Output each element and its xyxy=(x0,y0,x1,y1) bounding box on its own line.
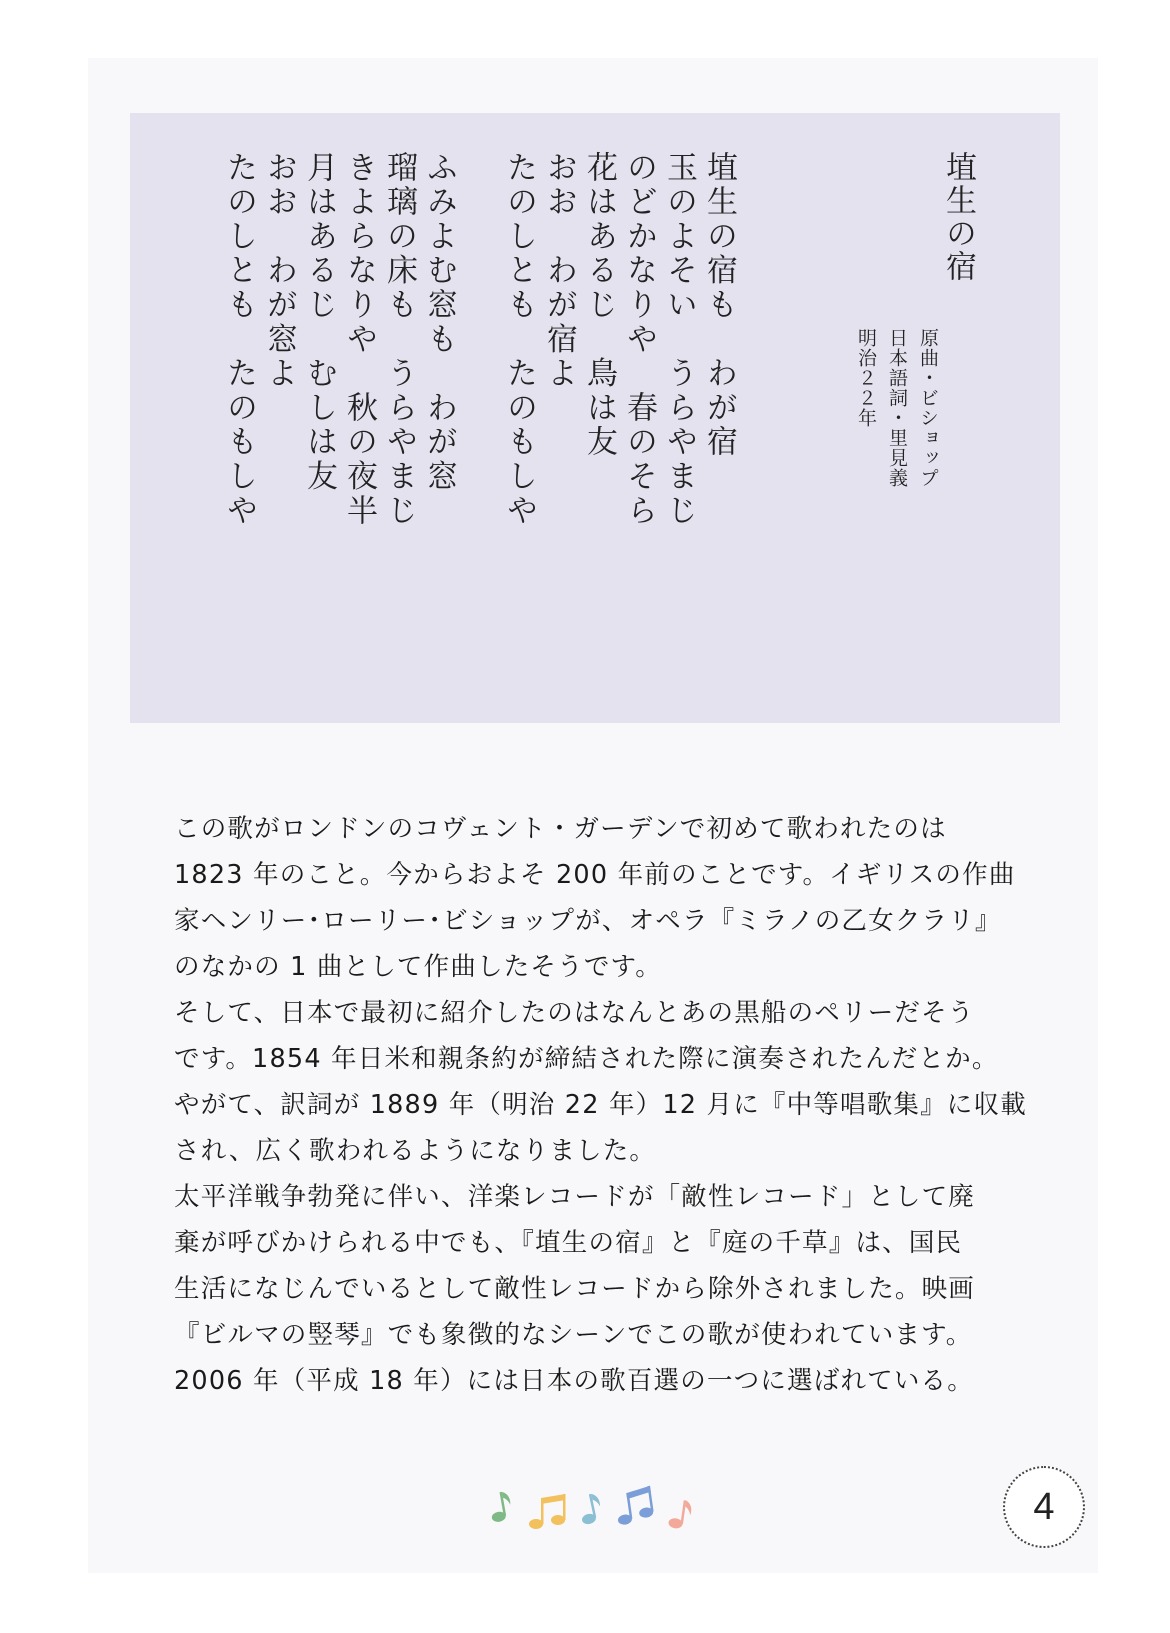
lyric-line: おお わが窓よ xyxy=(261,151,297,392)
page-number: 4 xyxy=(1003,1466,1085,1548)
lyric-line: 花はあるじ 鳥は友 xyxy=(581,151,617,460)
lyric-line: のどかなりや 春のそら xyxy=(621,151,657,529)
beamed-notes-icon xyxy=(614,1486,655,1526)
body-line: 棄が呼びかけられる中でも、『埴生の宿』と『庭の千草』は、国民 xyxy=(174,1228,963,1258)
lyric-line: たのしとも たのもしや xyxy=(221,151,257,529)
body-line: 家ヘンリー･ローリー･ビショップが、オペラ『ミラノの乙女クラリ』 xyxy=(174,906,1002,936)
music-note-icon xyxy=(668,1499,693,1531)
body-line: 生活になじんでいるとして敵性レコードから除外されました。映画 xyxy=(174,1274,976,1304)
lyric-line: ふみよむ窓も わが窓 xyxy=(421,151,457,494)
body-text xyxy=(174,806,1044,1404)
body-line: です。1854 年日米和親条約が締結された際に演奏されたんだとか。 xyxy=(174,1044,999,1074)
page xyxy=(88,58,1098,1573)
body-line: 太平洋戦争勃発に伴い、洋楽レコードが「敵性レコード」として廃 xyxy=(174,1182,976,1212)
lyric-line: たのしとも たのもしや xyxy=(501,151,537,529)
body-line: 2006 年（平成 18 年）には日本の歌百選の一つに選ばれている。 xyxy=(174,1366,974,1396)
body-line: そして、日本で最初に紹介したのはなんとあの黒船のペリーだそう xyxy=(174,998,975,1028)
lyrics-panel xyxy=(130,113,1060,723)
body-line: やがて、訳詞が 1889 年（明治 22 年）12 月に『中等唱歌集』に収載 xyxy=(174,1090,1027,1120)
music-notes-decoration xyxy=(488,1478,708,1538)
lyric-line: 瑠璃の床も うらやまじ xyxy=(381,151,417,529)
credit-composer: 原曲・ビショップ xyxy=(917,328,939,488)
music-note-icon xyxy=(488,1491,513,1523)
beamed-notes-icon xyxy=(529,1494,566,1529)
body-line: 1823 年のこと。今からおよそ 200 年前のことです。イギリスの作曲 xyxy=(174,860,1016,890)
credit-year: 明治２２年 xyxy=(855,328,877,428)
body-line: のなかの 1 曲として作曲したそうです。 xyxy=(174,952,662,982)
lyric-line: おお わが宿よ xyxy=(541,151,577,392)
body-line: 『ビルマの竪琴』でも象徴的なシーンでこの歌が使われています。 xyxy=(174,1320,973,1350)
credit-lyricist: 日本語詞・里見義 xyxy=(886,328,908,488)
lyric-line: 月はあるじ むしは友 xyxy=(301,151,337,494)
song-title: 埴生の宿 xyxy=(940,151,976,283)
lyric-line: 埴生の宿も わが宿 xyxy=(701,151,737,460)
music-note-icon xyxy=(577,1493,603,1526)
lyric-line: きよらなりや 秋の夜半 xyxy=(341,151,377,529)
body-line: され、広く歌われるようになりました。 xyxy=(174,1136,657,1166)
lyric-line: 玉のよそい うらやまじ xyxy=(661,151,697,529)
body-line: この歌がロンドンのコヴェント・ガーデンで初めて歌われたのは xyxy=(174,814,947,844)
